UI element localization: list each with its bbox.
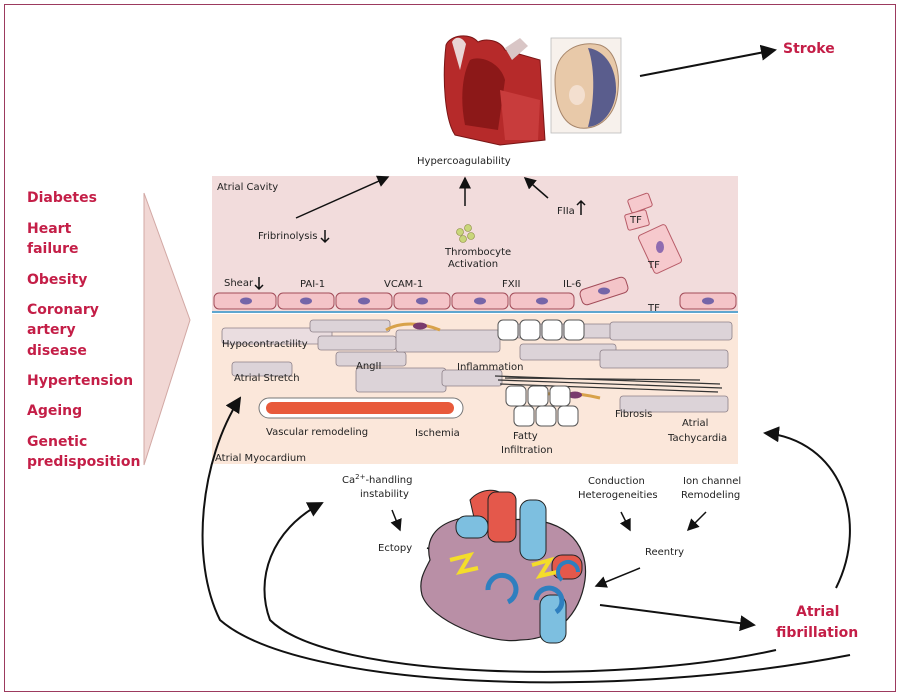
ischemia-label: Ischemia: [415, 428, 460, 439]
reentry-label: Reentry: [645, 547, 685, 558]
conduction-label-1: Conduction: [588, 476, 645, 487]
arrow-conduction-to-reentry: [621, 512, 630, 530]
vessel-icon: [259, 398, 463, 418]
shear-label: Shear: [224, 278, 254, 289]
rf-heart-failure-2: failure: [27, 241, 79, 257]
rf-heart-failure-1: Heart: [27, 221, 72, 237]
risk-factors: [27, 190, 140, 470]
conduction-label-2: Heterogeneities: [578, 490, 658, 501]
rf-ageing: Ageing: [27, 403, 83, 419]
ion-channel-label-1: Ion channel: [683, 476, 742, 487]
central-heart-illustration: [421, 490, 586, 643]
ca-handling-label-1: $Ca^{2+}$-handling: [342, 473, 413, 486]
brain-illustration: [551, 38, 621, 133]
arrow-ion-to-reentry: [688, 512, 706, 530]
ca-handling-label-2: instability: [360, 489, 409, 500]
thrombocyte-label-1: Thrombocyte: [445, 247, 512, 258]
af-label-1: Atrial: [796, 604, 840, 620]
fxii-label: FXII: [502, 279, 521, 290]
pai1-label: PAI-1: [300, 279, 326, 290]
rf-genetic-1: Genetic: [27, 434, 88, 450]
arrow-af-to-tachycardia: [765, 433, 850, 588]
atrial-myocardium-title: Atrial Myocardium: [215, 453, 306, 464]
arrow-reentry-to-heart: [596, 568, 640, 586]
arrow-ca-to-ectopy: [392, 510, 400, 530]
fiia-label: FIIa: [557, 206, 575, 217]
heart-illustration: [444, 36, 545, 145]
tf-label-c: TF: [648, 303, 660, 314]
fibrosis-label: Fibrosis: [615, 409, 653, 420]
tachycardia-label-2: Tachycardia: [668, 433, 728, 444]
rf-hypertension: Hypertension: [27, 373, 134, 389]
ectopy-label: Ectopy: [378, 543, 413, 554]
angii-label: AngII: [356, 361, 382, 372]
rf-genetic-2: predisposition: [27, 454, 141, 470]
ion-channel-label-2: Remodeling: [681, 490, 741, 501]
arrow-to-stroke: [640, 50, 775, 76]
tf-label-a: TF: [630, 215, 642, 226]
af-label-2: fibrillation: [776, 625, 859, 641]
rf-cad-1: Coronary: [27, 302, 99, 318]
rf-obesity: Obesity: [27, 272, 88, 288]
inflammation-label: Inflammation: [457, 362, 524, 373]
risk-factor-chevron: [144, 193, 190, 465]
hypercoagulability-label: Hypercoagulability: [417, 156, 511, 167]
vcam1-label: VCAM-1: [384, 279, 424, 290]
thrombocyte-label-2: Activation: [448, 259, 499, 270]
rf-diabetes: Diabetes: [27, 190, 97, 206]
fatty-label-1: Fatty: [513, 431, 538, 442]
rf-cad-2: artery: [27, 322, 76, 338]
fatty-label-2: Infiltration: [501, 445, 553, 456]
atrial-stretch-label: Atrial Stretch: [234, 373, 300, 384]
stroke-label: Stroke: [783, 41, 835, 57]
il6-label: IL-6: [563, 279, 582, 290]
tachycardia-label-1: Atrial: [682, 418, 709, 429]
rf-cad-3: disease: [27, 343, 87, 359]
arrow-heart-to-af: [600, 605, 754, 625]
tf-label-b: TF: [648, 260, 660, 271]
fibrinolysis-label: Fribrinolysis: [258, 231, 318, 242]
atrial-cavity-title: Atrial Cavity: [217, 182, 279, 193]
hypocontractility-label: Hypocontractility: [222, 339, 308, 350]
vascular-remodeling-label: Vascular remodeling: [266, 427, 369, 438]
